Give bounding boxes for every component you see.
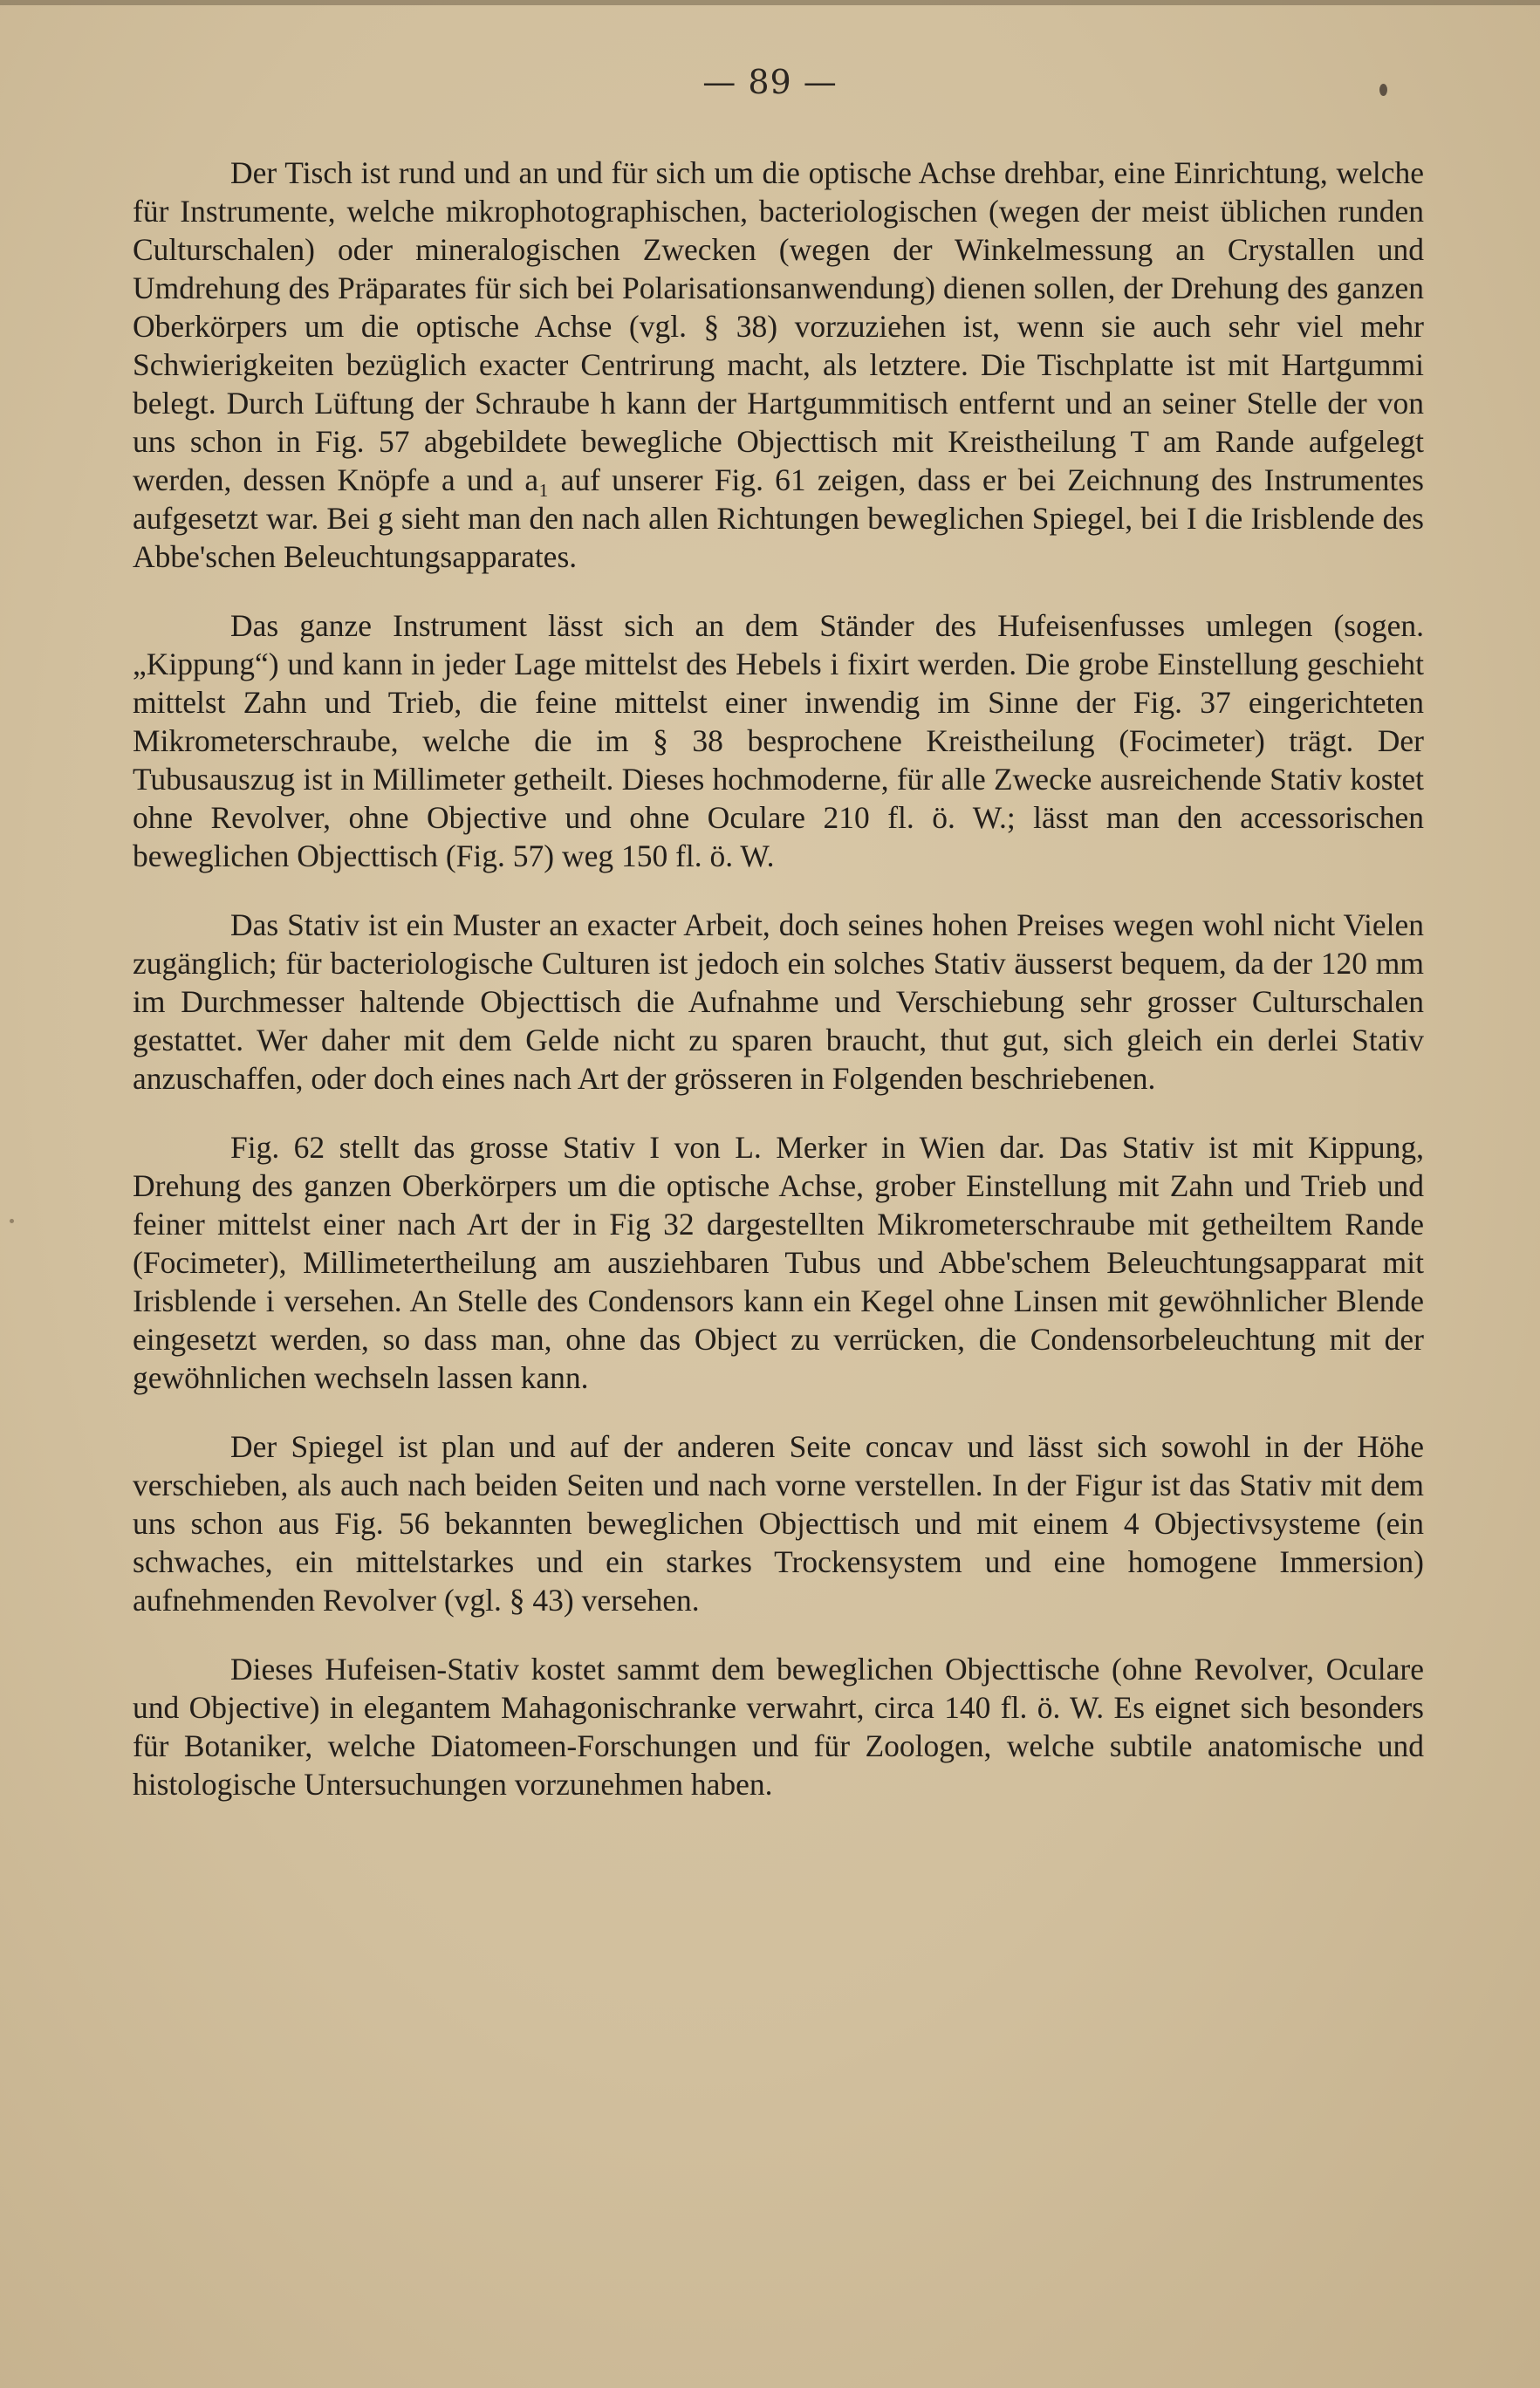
ink-spot [10, 1219, 14, 1223]
paragraph: Das ganze Instrument lässt sich an dem Ständer des Hufeisenfusses umlegen (sogen. „Kippung“) und kann in jeder Lage mittelst des Hebels i fixirt werden. Die grobe Einstellung geschieht mittelst Zahn und Trieb, die feine mittelst einer inwendig im Sinne der Fig. 37 eingerichteten Mikrometerschraube, welche die im § 38 besprochene Kreistheilung (Focimeter) trägt. Der Tubusauszug ist in Millimeter getheilt. Dieses hochmoderne, für alle Zwecke ausreichende Stativ kostet ohne Revolver, ohne Objective und ohne Oculare 210 fl. ö. W.; lässt man den accessorischen beweglichen Objecttisch (Fig. 57) weg 150 fl. ö. W. [133, 608, 1424, 873]
ink-spot [1379, 84, 1387, 96]
paragraph: Dieses Hufeisen-Stativ kostet sammt dem beweglichen Objecttische (ohne Revolver, Oculare und Objective) in elegantem Mahagonischranke verwahrt, circa 140 fl. ö. W. Es eignet sich besonders für Botaniker, welche Diatomeen-Forschungen und für Zoologen, welche subtile anatomische und histologische Untersuchungen vorzunehmen haben. [133, 1652, 1424, 1802]
paragraph: Der Tisch ist rund und an und für sich um die optische Achse drehbar, eine Einrichtung, welche für Instrumente, welche mikrophotographischen, bacteriologischen (wegen der meist üblichen runden Culturschalen) oder mineralogischen Zwecken (wegen der Winkelmessung an Crystallen und Umdrehung des Präparates für sich bei Polarisationsanwendung) dienen sollen, der Drehung des ganzen Oberkörpers um die optische Achse (vgl. § 38) vorzuziehen ist, wenn sie auch sehr viel mehr Schwierigkeiten bezüglich exacter Centrirung macht, als letztere. Die Tischplatte ist mit Hartgummi belegt. Durch Lüftung der Schraube h kann der Hartgummitisch entfernt und an seiner Stelle der von uns schon in Fig. 57 abgebildete bewegliche Objecttisch mit Kreistheilung T am Rande aufgelegt werden, dessen Knöpfe a und a₁ auf unserer Fig. 61 zeigen, dass er bei Zeichnung des Instrumentes aufgesetzt war. Bei g sieht man den nach allen Richtungen beweglichen Spiegel, bei I die Irisblende des Abbe'schen Beleuchtungsapparates. [133, 155, 1424, 574]
paragraph: Das Stativ ist ein Muster an exacter Arbeit, doch seines hohen Preises wegen wohl nicht Vielen zugänglich; für bacteriologische Culturen ist jedoch ein solches Stativ äusserst bequem, da der 120 mm im Durchmesser haltende Objecttisch die Aufnahme und Verschiebung sehr grosser Culturschalen gestattet. Wer daher mit dem Gelde nicht zu sparen braucht, thut gut, sich gleich ein derlei Stativ anzuschaffen, oder doch eines nach Art der grösseren in Folgenden beschriebenen. [133, 907, 1424, 1096]
page-top-edge [0, 0, 1540, 5]
paragraph: Der Spiegel ist plan und auf der anderen Seite concav und lässt sich sowohl in der Höhe verschieben, als auch nach beiden Seiten und nach vorne verstellen. In der Figur ist das Stativ mit dem uns schon aus Fig. 56 bekannten beweglichen Objecttisch und mit einem 4 Objectivsysteme (ein schwaches, ein mittelstarkes und ein starkes Trockensystem und eine homogene Immersion) aufnehmenden Revolver (vgl. § 43) versehen. [133, 1429, 1424, 1618]
paragraph: Fig. 62 stellt das grosse Stativ I von L. Merker in Wien dar. Das Stativ ist mit Kippung, Drehung des ganzen Oberkörpers um die optische Achse, grober Einstellung mit Zahn und Trieb und feiner mittelst einer nach Art der in Fig 32 dargestellten Mikrometerschraube mit getheiltem Rande (Focimeter), Millimetertheilung am ausziehbaren Tubus und Abbe'schem Beleuchtungsapparat mit Irisblende i versehen. An Stelle des Condensors kann ein Kegel ohne Linsen mit gewöhnlicher Blende eingesetzt werden, so dass man, ohne das Object zu verrücken, die Condensorbeleuchtung mit der gewöhnlichen wechseln lassen kann. [133, 1130, 1424, 1395]
body-text [133, 154, 1424, 1803]
page-number: — 89 — [702, 63, 838, 101]
